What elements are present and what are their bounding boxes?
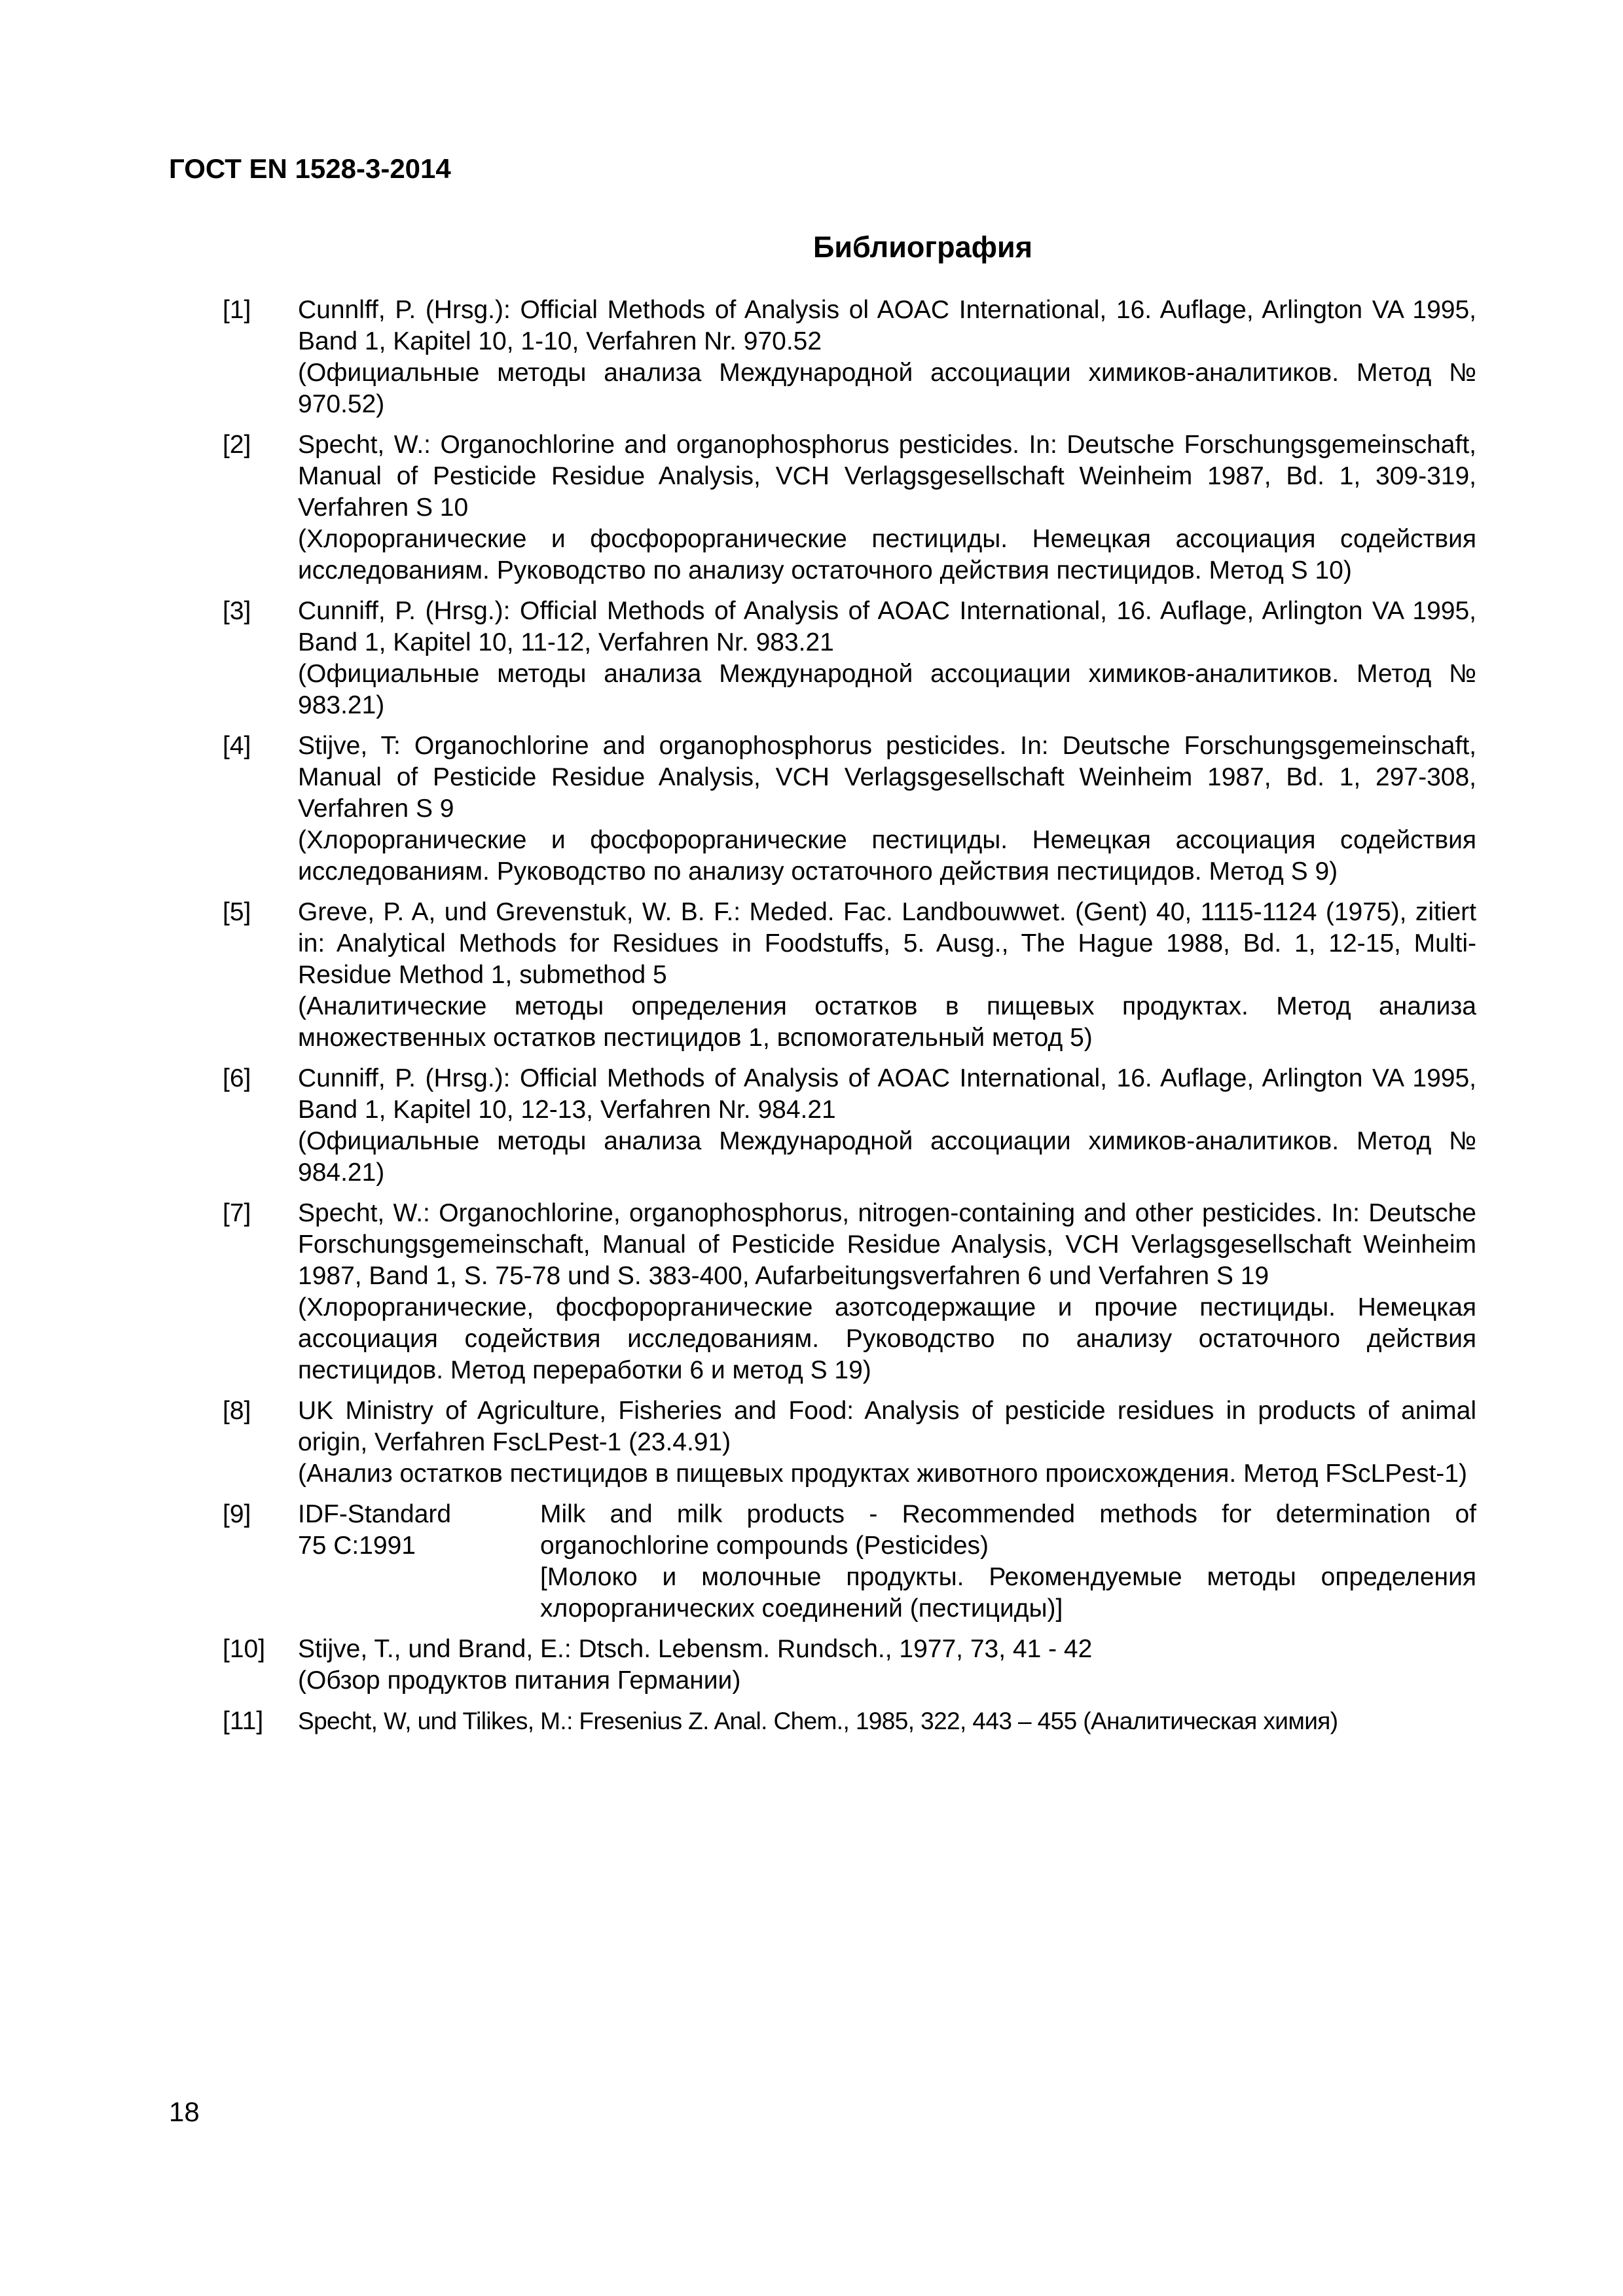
reference-translation: (Официальные методы анализа Международной ассоциации химиков-аналитиков. Метод № 983.21) <box>298 660 1476 719</box>
reference-item <box>223 1634 1476 1696</box>
reference-number: [8] <box>223 1397 251 1425</box>
reference-text: Cunnlff, P. (Hrsg.): Official Methods of Analysis ol AOAC International, 16. Auflage, Arlington VA 1995, Band 1, Kapitel 10, 1-10, Verfahren Nr. 970.52 <box>298 296 1476 355</box>
reference-item <box>223 1706 1476 1737</box>
reference-text: Greve, P. A, und Grevenstuk, W. B. F.: Meded. Fac. Landbouwwet. (Gent) 40, 1115-1124 (1975), zitiert in: Analytical Methods for Residues in Foodstuffs, 5. Ausg., The Hague 1988, Bd. 1, 12-15, Multi-Residue Method 1, submethod 5 <box>298 898 1476 989</box>
reference-text: Cunniff, P. (Hrsg.): Official Methods of Analysis of AOAC International, 16. Auflage, Arlington VA 1995, Band 1, Kapitel 10, 11-12, Verfahren Nr. 983.21 <box>298 597 1476 656</box>
reference-item <box>223 1499 1476 1624</box>
reference-text: Cunniff, P. (Hrsg.): Official Methods of Analysis of AOAC International, 16. Auflage, Arlington VA 1995, Band 1, Kapitel 10, 12-13, Verfahren Nr. 984.21 <box>298 1064 1476 1124</box>
reference-number: [2] <box>223 431 251 459</box>
reference-number: [5] <box>223 898 251 926</box>
reference-text: UK Ministry of Agriculture, Fisheries and Food: Analysis of pesticide residues in products of animal origin, Verfahren FscLPest-1 (23.4.91) <box>298 1397 1476 1456</box>
reference-translation: (Хлорорганические и фосфорорганические пестициды. Немецкая ассоциация содействия исследованиям. Руководство по анализу остаточного действия пестицидов. Метод S 9) <box>298 826 1476 886</box>
reference-number: [7] <box>223 1199 251 1227</box>
reference-number: [9] <box>223 1500 251 1528</box>
reference-item <box>223 1395 1476 1490</box>
reference-description <box>540 1499 1476 1624</box>
page-number: 18 <box>169 2096 200 2127</box>
reference-translation: (Обзор продуктов питания Германии) <box>298 1666 741 1695</box>
reference-number: [11] <box>223 1707 264 1735</box>
reference-number: [4] <box>223 732 251 760</box>
reference-item <box>223 1198 1476 1386</box>
bibliography-title: Библиография <box>813 230 1032 264</box>
reference-item <box>223 1063 1476 1189</box>
reference-translation: (Хлорорганические, фосфорорганические азотсодержащие и прочие пестициды. Немецкая ассоциация содействия исследованиям. Руководство по анализу остаточного действия пестицидов. Метод переработки 6 и метод S 19) <box>298 1293 1476 1384</box>
document-header: ГОСТ EN 1528-3-2014 <box>169 153 451 184</box>
reference-list <box>223 295 1476 1746</box>
reference-item <box>223 429 1476 586</box>
reference-translation: (Анализ остатков пестицидов в пищевых продуктах животного происхождения. Метод FScLPest-1) <box>298 1460 1467 1488</box>
reference-text: Stijve, T: Organochlorine and organophosphorus pesticides. In: Deutsche Forschungsgemeinschaft, Manual of Pesticide Residue Analysis, VCH Verlagsgesellschaft Weinheim 1987, Bd. 1, 297-308, Verfahren S 9 <box>298 732 1476 823</box>
reference-number: [10] <box>223 1635 266 1663</box>
reference-number: [3] <box>223 597 251 625</box>
reference-translation: [Молоко и молочные продукты. Рекомендуемые методы определения хлорорганических соединений (пестициды)] <box>540 1563 1476 1623</box>
reference-text: Milk and milk products - Recommended methods for determination of organochlorine compounds (Pesticides) <box>540 1500 1476 1560</box>
reference-translation: (Официальные методы анализа Международной ассоциации химиков-аналитиков. Метод № 970.52) <box>298 359 1476 418</box>
reference-item <box>223 295 1476 420</box>
reference-text: Specht, W, und Tilikes, M.: Fresenius Z. Anal. Chem., 1985, 322, 443 – 455 (Аналитическая химия) <box>298 1708 1338 1734</box>
reference-text: Stijve, T., und Brand, E.: Dtsch. Lebensm. Rundsch., 1977, 73, 41 - 42 <box>298 1635 1093 1663</box>
reference-number: [1] <box>223 296 251 324</box>
reference-translation: (Официальные методы анализа Международной ассоциации химиков-аналитиков. Метод № 984.21) <box>298 1127 1476 1187</box>
reference-item <box>223 897 1476 1054</box>
reference-text: Specht, W.: Organochlorine, organophosphorus, nitrogen-containing and other pesticides. In: Deutsche Forschungsgemeinschaft, Manual of Pesticide Residue Analysis, VCH Verlagsgesellschaft Weinheim 1987, Band 1, S. 75-78 und S. 383-400, Aufarbeitungsverfahren 6 und Verfahren S 19 <box>298 1199 1476 1290</box>
reference-item <box>223 596 1476 721</box>
reference-translation: (Аналитические методы определения остатков в пищевых продуктах. Метод анализа множественных остатков пестицидов 1, вспомогательный метод 5) <box>298 992 1476 1052</box>
reference-body <box>298 1499 1476 1624</box>
reference-standard-code: IDF-Standard 75 C:1991 <box>298 1500 452 1560</box>
reference-number: [6] <box>223 1064 251 1092</box>
reference-text: Specht, W.: Organochlorine and organophosphorus pesticides. In: Deutsche Forschungsgemeinschaft, Manual of Pesticide Residue Analysis, VCH Verlagsgesellschaft Weinheim 1987, Bd. 1, 309-319, Verfahren S 10 <box>298 431 1476 522</box>
reference-item <box>223 730 1476 888</box>
reference-translation: (Хлорорганические и фосфорорганические пестициды. Немецкая ассоциация содействия исследованиям. Руководство по анализу остаточного действия пестицидов. Метод S 10) <box>298 525 1476 584</box>
